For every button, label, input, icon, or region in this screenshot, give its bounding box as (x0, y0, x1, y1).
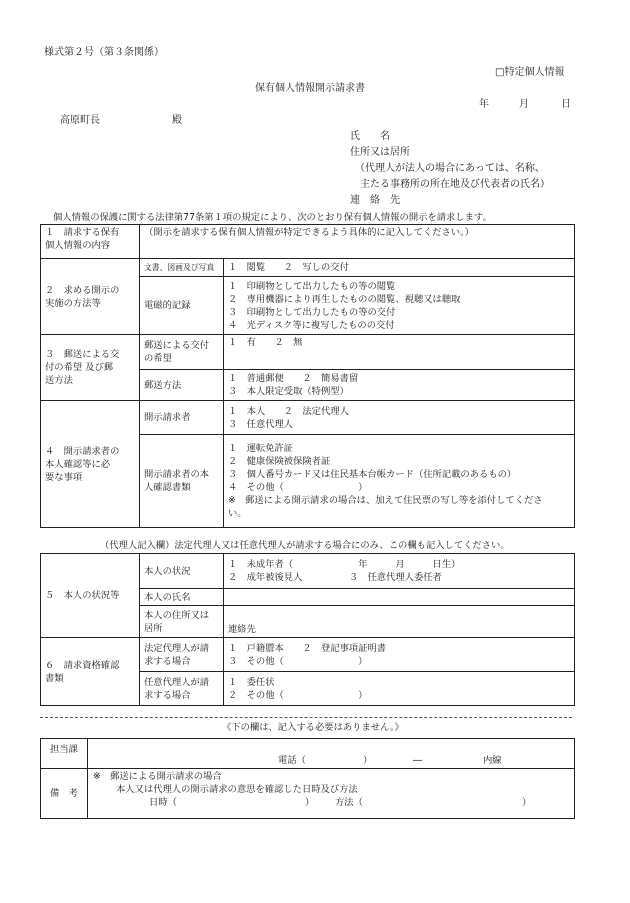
electro-label: 電磁的記録 (140, 277, 224, 335)
applicant-contact-label: 連 絡 先 (350, 195, 400, 206)
section-1-row (41, 225, 575, 259)
remarks-line-3 (92, 796, 570, 809)
applicant-address-label: 住所又は居所 (350, 147, 410, 158)
id-option[interactable]: ３ 個人番号カード又は住民基本台帳カード（住所記載のあるもの） (228, 469, 517, 480)
mail-wish-label: 郵送による交付 の希望 (140, 335, 224, 370)
cut-line-divider (40, 717, 572, 718)
requester-options[interactable]: １ 本人 ２ 法定代理人 ３ 任意代理人 (224, 401, 575, 435)
person-contact-label: 連絡先 (228, 624, 256, 635)
honorific: 殿 (172, 115, 182, 126)
form-title: 保有個人情報開示請求書 (255, 83, 365, 94)
electro-option[interactable]: １ 印刷物として出力したもの等の閲覧 (228, 280, 396, 292)
id-option[interactable]: ４ その他（ ） (228, 482, 368, 493)
agent-table (40, 553, 575, 706)
office-staff-row (41, 739, 575, 769)
phone-label: 電話（ (278, 755, 306, 766)
extension-label: 内線 (483, 755, 502, 766)
applicant-name-label: 氏 名 (350, 131, 390, 142)
request-form-table (40, 224, 575, 528)
form-number: 様式第２号（第３条関係） (44, 47, 164, 58)
legal-agent-label: 法定代理人が請 求する場合 (140, 638, 224, 672)
section-4-label: ４ 開示請求者の 本人確認等に必 要な事項 (41, 401, 140, 528)
legal-agent-options[interactable]: １ 戸籍謄本 ２ 登記事項証明書 ３ その他（ ） (224, 638, 575, 672)
section-6-label: ６ 請求資格確認 書類 (41, 638, 140, 706)
requester-label: 開示請求者 (140, 401, 224, 435)
staff-field[interactable] (88, 739, 575, 769)
addressee: 高原町長 (60, 115, 100, 126)
datetime-label: 日時（ (149, 797, 177, 808)
section-5-label: ５ 本人の状況等 (41, 554, 140, 638)
electro-option[interactable]: ２ 専用機器により再生したものの閲覧、視聴又は聴取 (228, 293, 461, 305)
section-1-note: （開示を請求する保有個人情報が特定できるよう具体的に記入してください。） (144, 227, 475, 238)
docs-options[interactable]: １ 閲覧 ２ 写しの交付 (224, 259, 575, 277)
electro-options[interactable] (224, 277, 575, 335)
section-6-legal-row (41, 638, 575, 672)
voluntary-agent-label: 任意代理人が請 求する場合 (140, 672, 224, 706)
section-3-wish-row (41, 335, 575, 370)
mail-wish-options[interactable]: １ 有 ２ 無 (224, 335, 575, 370)
remarks-field[interactable] (88, 769, 575, 819)
mail-method-label: 郵送方法 (140, 370, 224, 401)
id-docs-label: 開示請求者の本 人確認書類 (140, 435, 224, 528)
method-close: ） (522, 797, 532, 808)
person-status-options[interactable]: １ 未成年者（ 年 月 日生） ２ 成年被後見人 ３ 任意代理人委任者 (224, 554, 575, 589)
section-3-label: ３ 郵送による交 付の希望 及び郵 送方法 (41, 335, 140, 401)
remarks-line-1: ※ 郵送による開示請求の場合 (93, 771, 222, 782)
specific-info-checkbox-label[interactable]: □特定個人情報 (495, 67, 565, 78)
mail-method-options[interactable]: １ 普通郵便 ２ 簡易書留 ３ 本人限定受取（特例型） (224, 370, 575, 401)
agent-note: （代理人記入欄）法定代理人又は任意代理人が請求する場合にのみ、この欄も記入してください。 (100, 540, 510, 551)
office-remarks-row (41, 769, 575, 819)
office-note: 《下の欄は、記入する必要はありません。》 (222, 722, 404, 733)
phone-close: ） (363, 755, 373, 766)
phone-dash: ― (413, 755, 423, 766)
section-2-docs-row (41, 259, 575, 277)
date-month-label: 月 (519, 99, 529, 110)
person-status-label: 本人の状況 (140, 554, 224, 589)
id-option[interactable]: ２ 健康保険被保険者証 (228, 456, 331, 467)
corp-note-line-2: 主たる事務所の所在地及び代表者の氏名） (360, 179, 550, 190)
id-note-line-1: ※ 郵送による開示請求の場合は、加えて住民票の写し等を添付してくださ (228, 495, 543, 506)
person-name-label: 本人の氏名 (140, 589, 224, 606)
date-year-label: 年 (479, 99, 489, 110)
section-2-label: ２ 求める開示の 実施の方法等 (41, 259, 140, 335)
voluntary-agent-options[interactable]: １ 委任状 ２ その他（ ） (224, 672, 575, 706)
datetime-close: ） (305, 797, 315, 808)
person-address-label: 本人の住所又は 居所 (140, 606, 224, 638)
person-name-field[interactable] (224, 589, 575, 606)
person-address-field[interactable] (224, 606, 575, 638)
docs-label: 文書、図画及び写真 (140, 259, 224, 277)
id-option[interactable]: １ 運転免許証 (228, 443, 294, 454)
method-label: 方法（ (335, 797, 363, 808)
id-note-line-2: い。 (228, 508, 247, 519)
intro-text: 個人情報の保護に関する法律第77条第１項の規定により、次のとおり保有個人情報の開示を請求します。 (53, 212, 492, 223)
office-table (40, 738, 575, 819)
date-day-label: 日 (561, 99, 571, 110)
section-5-status-row (41, 554, 575, 589)
remarks-line-2: 本人又は代理人の開示請求の意思を確認した日時及び方法 (116, 784, 358, 795)
section-1-label: １ 請求する保有 個人情報の内容 (41, 225, 140, 259)
remarks-label: 備 考 (41, 769, 88, 819)
requested-info-field[interactable] (140, 225, 575, 259)
electro-option[interactable]: ３ 印刷物として出力したもの等の交付 (228, 306, 396, 318)
section-4-requester-row (41, 401, 575, 435)
staff-label: 担当課 (41, 739, 88, 769)
electro-option[interactable]: ４ 光ディスク等に複写したものの交付 (228, 319, 395, 331)
corp-note-line-1: （代理人が法人の場合にあっては、名称、 (355, 163, 545, 174)
id-docs-options[interactable] (224, 435, 575, 528)
